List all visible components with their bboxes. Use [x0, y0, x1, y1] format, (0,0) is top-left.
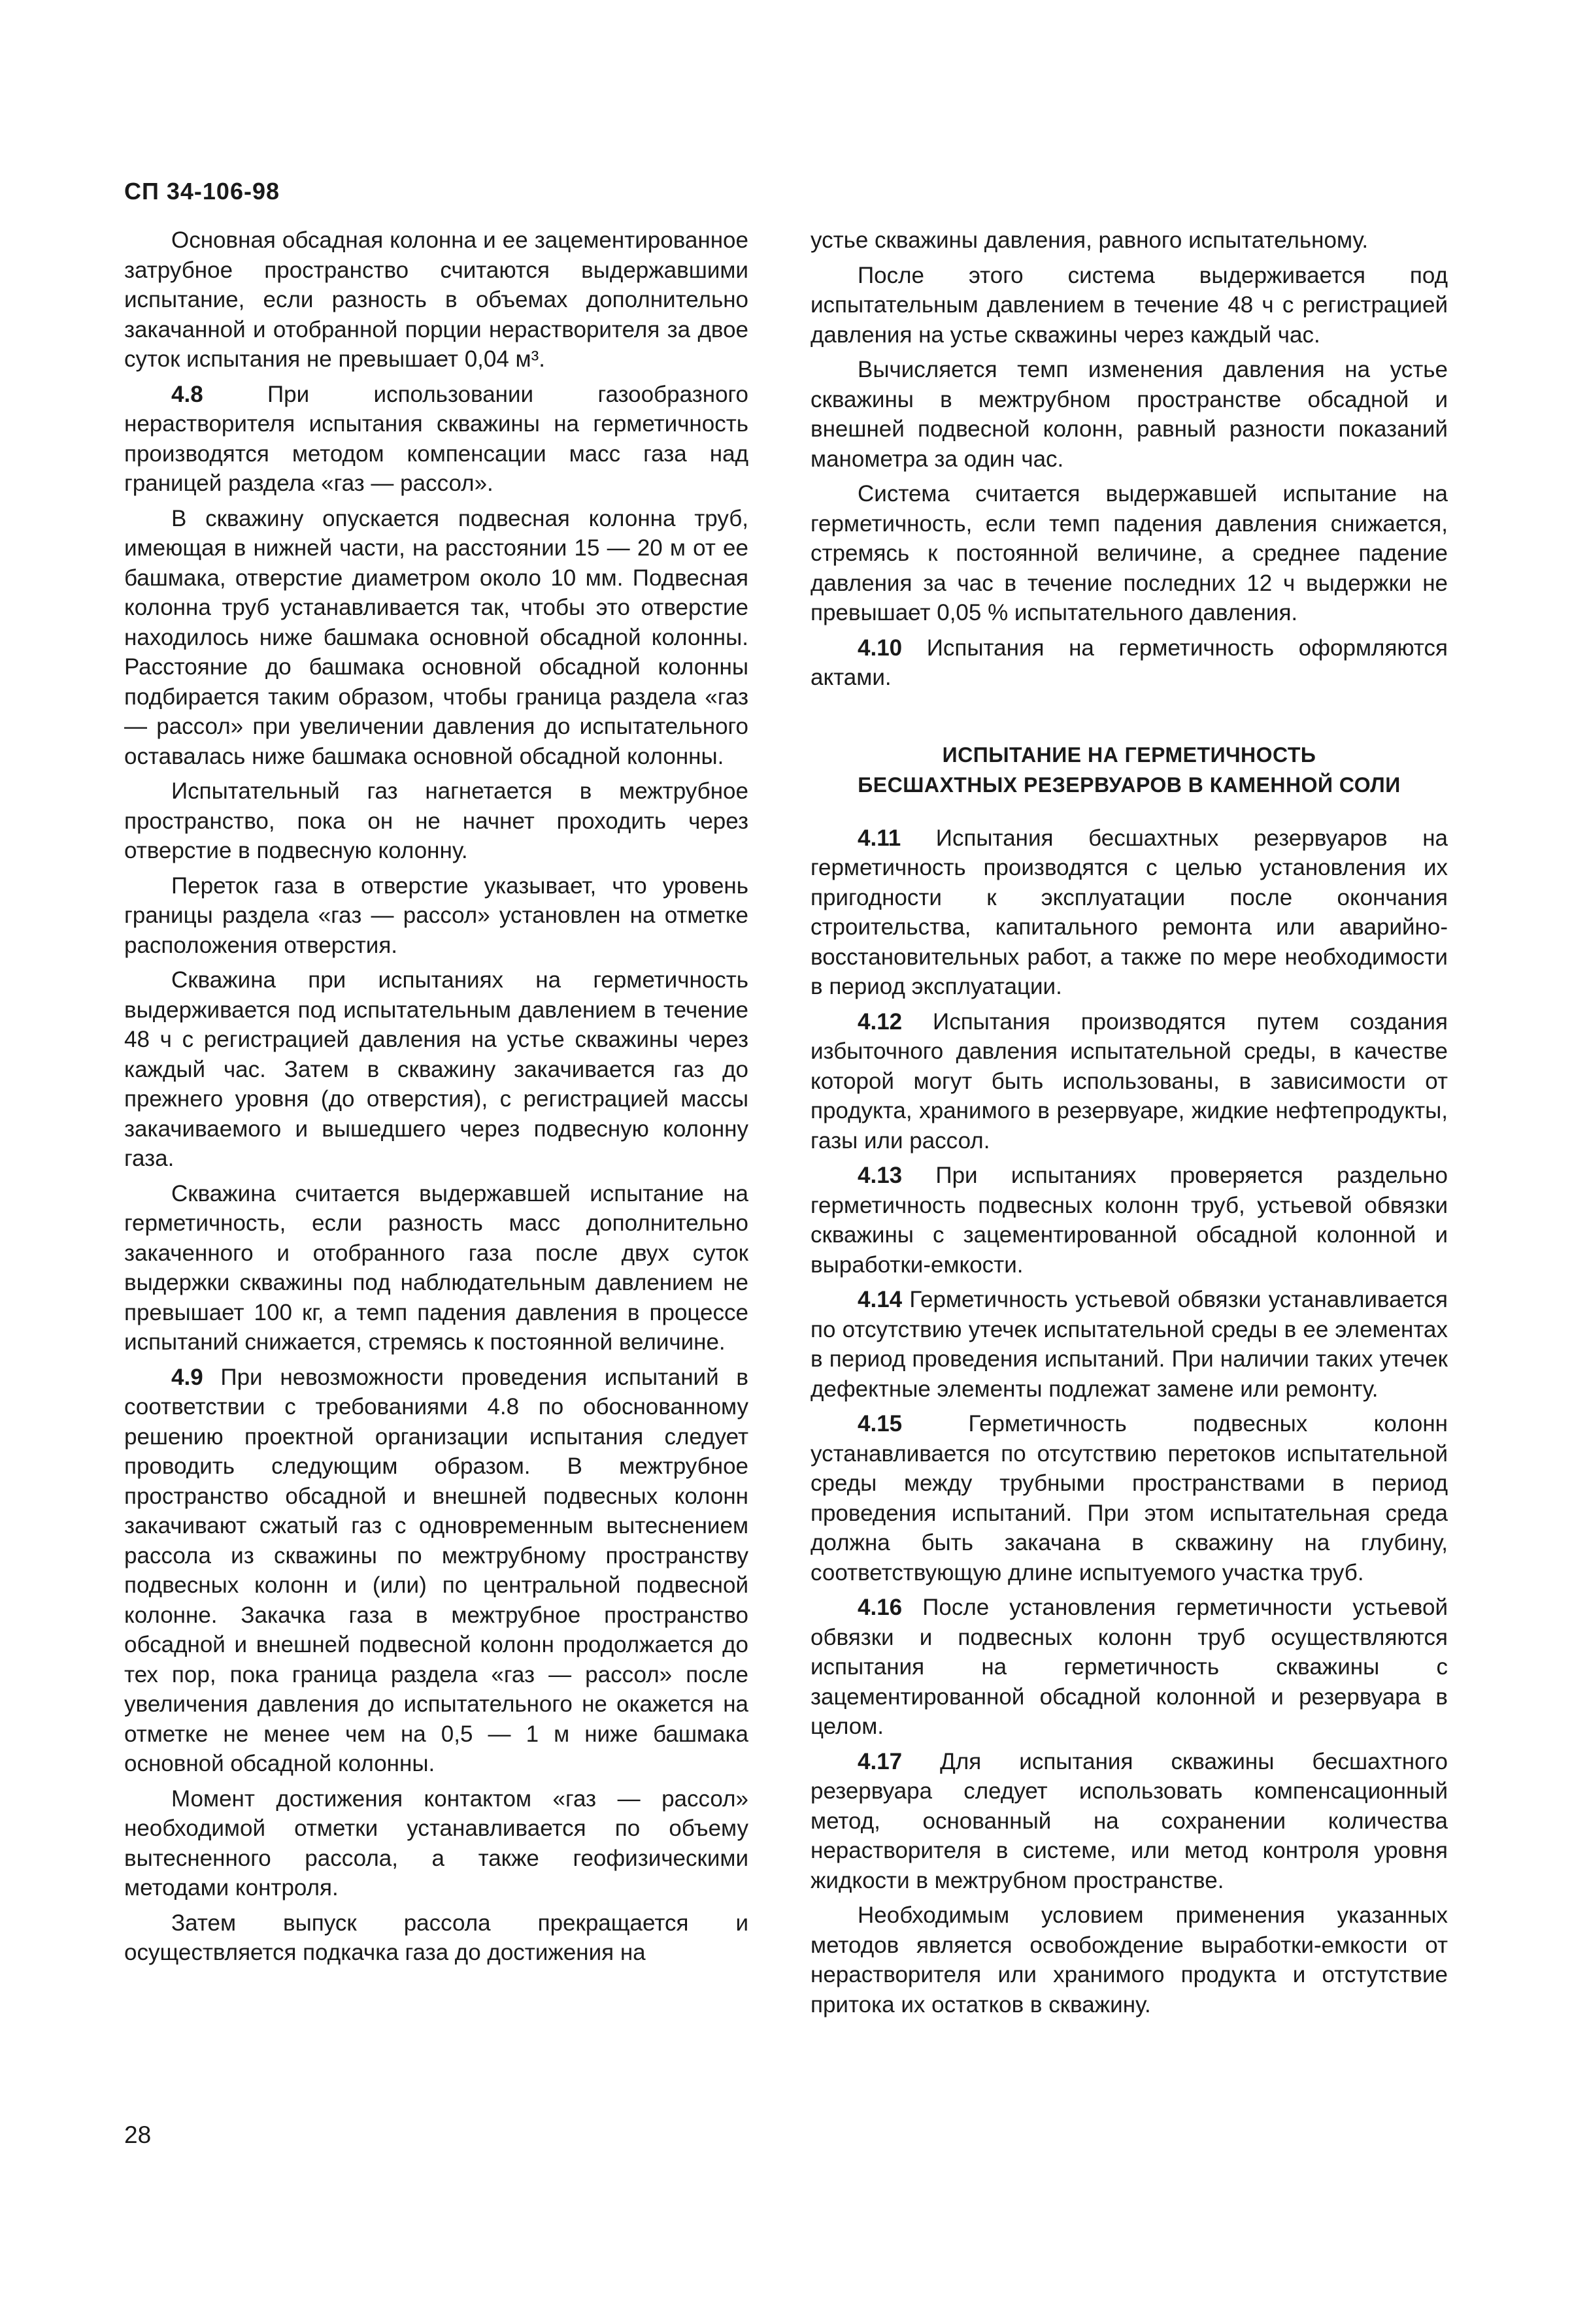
clause-number: 4.13	[858, 1163, 903, 1188]
clause-number: 4.8	[171, 381, 203, 407]
section-heading	[811, 740, 1448, 800]
clause-number: 4.9	[171, 1364, 203, 1390]
clause-number: 4.17	[858, 1748, 903, 1774]
right-column-bottom	[811, 823, 1448, 2020]
section-heading-line-2: БЕСШАХТНЫХ РЕЗЕРВУАРОВ В КАМЕННОЙ СОЛИ	[858, 772, 1401, 797]
paragraph	[811, 355, 1448, 474]
paragraph	[124, 871, 748, 961]
paragraph	[811, 1161, 1448, 1280]
paragraph	[811, 633, 1448, 693]
paragraph-text: Вычисляется темп изменения давления на устье скважины в межтрубном пространстве обсадной и внешней подвесной колонн, равный разности показаний манометра за один час.	[811, 357, 1448, 472]
right-column	[811, 225, 1448, 2025]
clause-number: 4.10	[858, 635, 903, 661]
paragraph-text: Система считается выдержавшей испытание на герметичность, если темп падения давления снижается, стремясь к постоянной величине, а среднее падение давления за час в течение последних 12 ч выдержки не превышает 0,05 % испытательного давления.	[811, 481, 1448, 625]
paragraph-text: При использовании газообразного нерастворителя испытания скважины на герметичность производятся методом компенсации масс газа над границей раздела «газ — рассол».	[124, 381, 748, 496]
clause-number: 4.12	[858, 1008, 903, 1035]
paragraph	[124, 1363, 748, 1779]
right-column-top	[811, 225, 1448, 693]
paragraph-text: Затем выпуск рассола прекращается и осуществляется подкачка газа до достижения на	[124, 1910, 748, 1965]
clause-number: 4.14	[858, 1287, 903, 1312]
paragraph	[811, 823, 1448, 1002]
paragraph	[124, 1784, 748, 1903]
left-column	[124, 225, 748, 1973]
paragraph	[124, 504, 748, 772]
paragraph	[811, 1747, 1448, 1896]
paragraph-text: Испытания бесшахтных резервуаров на герметичность производятся с целью установления их пригодности к эксплуатации после окончания строительства, капитального ремонта или аварийно-восстановительных работ, а также по мере необходимости в период эксплуатации.	[811, 825, 1448, 999]
paragraph-text: В скважину опускается подвесная колонна труб, имеющая в нижней части, на расстоянии 15 — 20 м от ее башмака, отверстие диаметром около 10 мм. Подвесная колонна труб устанавливается так, чтобы это отверстие находилось ниже башмака основной обсадной колонны. Расстояние до башмака основной обсадной колонны подбирается таким образом, чтобы граница раздела «газ — рассол» при увеличении давления до испытательного оставалась ниже башмака основной обсадной колонны.	[124, 505, 748, 769]
paragraph-text: При невозможности проведения испытаний в соответствии с требованиями 4.8 по обоснованному решению проектной организации испытания следует проводить следующим образом. В межтрубное пространство обсадной и внешней подвесных колонн закачивают сжатый газ с одновременным вытеснением рассола из скважины по межтрубному пространству подвесных колонн и (или) по центральной подвесной колонне. Закачка газа в межтрубное пространство обсадной и внешней подвесной колонн продолжается до тех пор, пока граница раздела «газ — рассол» после увеличения давления до испытательного не окажется на отметке не менее чем на 0,5 — 1 м ниже башмака основной обсадной колонны.	[124, 1364, 748, 1776]
page-number: 28	[124, 2121, 152, 2148]
paragraph	[124, 776, 748, 866]
paragraph-text: устье скважины давления, равного испытательному.	[811, 227, 1369, 253]
paragraph-text: Скважина при испытаниях на герметичность выдерживается под испытательным давлением в течение 48 ч с регистрацией давления на устье скважины через каждый час. Затем в скважину закачивается газ до прежнего уровня (до отверстия), с регистрацией массы закачиваемого и вышедшего через подвесную колонну газа.	[124, 967, 748, 1171]
paragraph	[811, 1007, 1448, 1156]
paragraph-text: После этого система выдерживается под испытательным давлением в течение 48 ч с регистрацией давления на устье скважины через каждый час.	[811, 262, 1448, 348]
paragraph	[124, 225, 748, 374]
paragraph-text: Необходимым условием применения указанных методов является освобождение выработки-емкости от нерастворителя или хранимого продукта и отстутствие притока их остатков в скважину.	[811, 1902, 1448, 2017]
paragraph-text: Испытания на герметичность оформляются актами.	[811, 635, 1448, 690]
paragraph-text: Испытательный газ нагнетается в межтрубное пространство, пока он не начнет проходить через отверстие в подвесную колонну.	[124, 778, 748, 863]
paragraph-text: При испытаниях проверяется раздельно герметичность подвесных колонн труб, устьевой обвязки скважины с зацементированной обсадной колонной и выработки-емкости.	[811, 1163, 1448, 1278]
paragraph-text: Скважина считается выдержавшей испытание на герметичность, если разность масс дополнительно закаченного и отобранного газа после двух суток выдержки скважины под наблюдательным давлением не превышает 100 кг, а темп падения давления в процессе испытаний снижается, стремясь к постоянной величине.	[124, 1180, 748, 1355]
paragraph-text: Герметичность устьевой обвязки устанавливается по отсутствию утечек испытательной среды в ее элементах в период проведения испытаний. При наличии таких утечек дефектные элементы подлежат замене или ремонту.	[811, 1287, 1448, 1402]
paragraph-text: Для испытания скважины бесшахтного резервуара следует использовать компенсационный метод, основанный на сохранении количества нерастворителя в системе, или метод контроля уровня жидкости в межтрубном пространстве.	[811, 1748, 1448, 1893]
clause-number: 4.15	[858, 1411, 903, 1436]
paragraph	[811, 225, 1448, 256]
paragraph	[124, 1179, 748, 1357]
clause-number: 4.11	[858, 825, 901, 851]
paragraph	[124, 965, 748, 1174]
paragraph	[811, 1901, 1448, 2019]
paragraph	[811, 1593, 1448, 1742]
paragraph-text: Момент достижения контактом «газ — рассол» необходимой отметки устанавливается по объему вытесненного рассола, а также геофизическими методами контроля.	[124, 1785, 748, 1901]
paragraph-text: Основная обсадная колонна и ее зацементированное затрубное пространство считаются выдержавшими испытание, если разность в объемах дополнительно закачанной и отобранной порции нерастворителя за двое суток испытания не превышает 0,04 м³.	[124, 227, 748, 372]
paragraph-text: После установления герметичности устьевой обвязки и подвесных колонн труб осуществляются испытания на герметичность скважины с зацементированной обсадной колонной и резервуара в целом.	[811, 1595, 1448, 1739]
clause-number: 4.16	[858, 1595, 903, 1620]
section-heading-line-1: ИСПЫТАНИЕ НА ГЕРМЕТИЧНОСТЬ	[942, 742, 1316, 767]
paragraph	[811, 1285, 1448, 1404]
paragraph	[124, 380, 748, 499]
paragraph	[811, 1409, 1448, 1587]
document-code: СП 34-106-98	[124, 178, 280, 205]
paragraph	[811, 261, 1448, 350]
paragraph	[811, 479, 1448, 628]
paragraph-text: Испытания производятся путем создания избыточного давления испытательной среды, в качестве которой могут быть использованы, в зависимости от продукта, хранимого в резервуаре, жидкие нефтепродукты, газы или рассол.	[811, 1008, 1448, 1154]
paragraph-text: Переток газа в отверстие указывает, что уровень границы раздела «газ — рассол» установлен на отметке расположения отверстия.	[124, 872, 748, 958]
paragraph	[124, 1908, 748, 1968]
paragraph-text: Герметичность подвесных колонн устанавливается по отсутствию перетоков испытательной среды между трубными пространствами в период проведения испытаний. При этом испытательная среда должна быть закачана в скважину на глубину, соответствующую длине испытуемого участка труб.	[811, 1411, 1448, 1585]
